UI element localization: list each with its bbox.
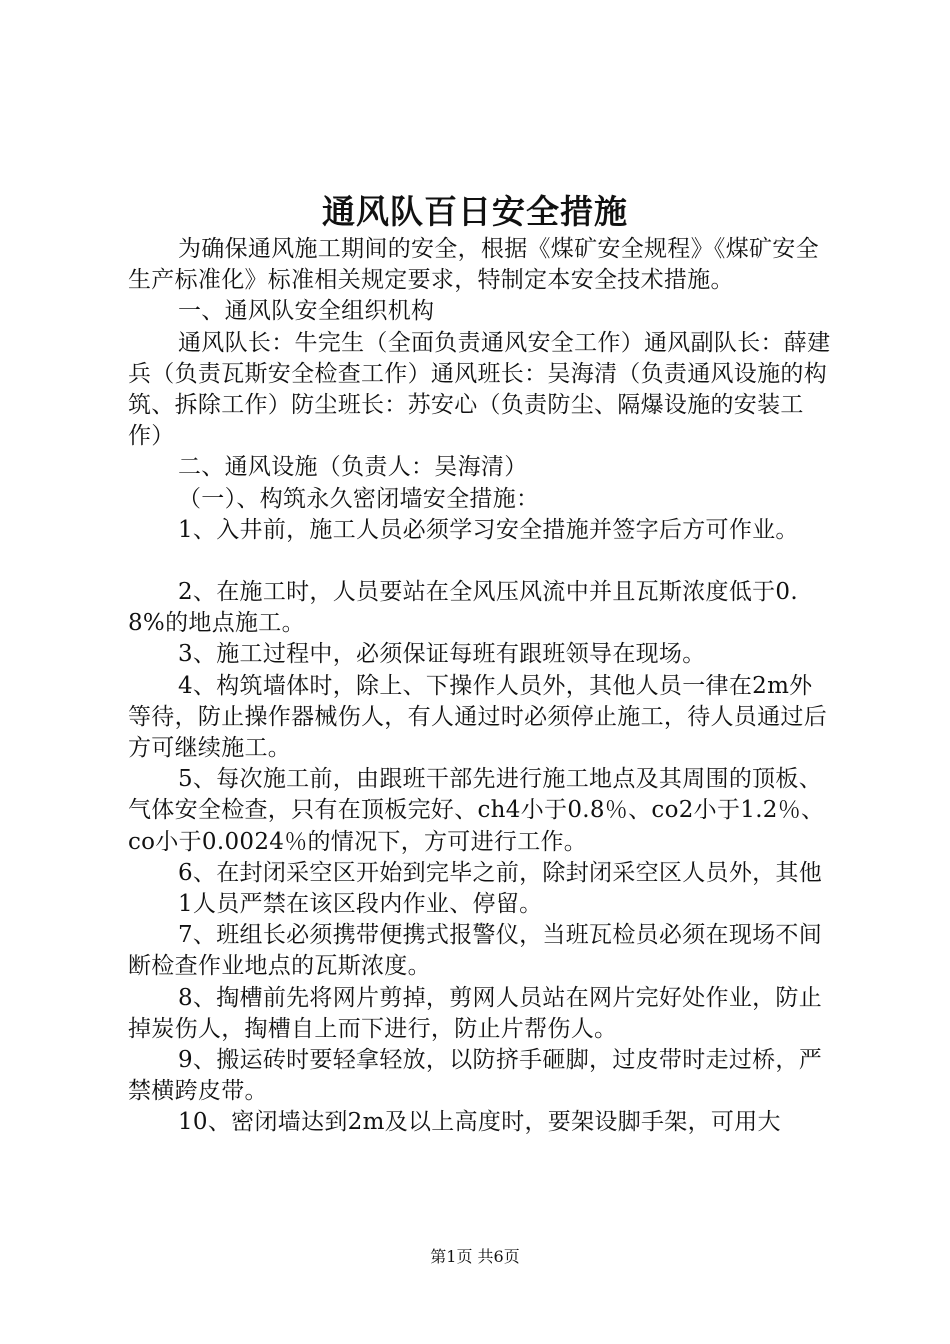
list-item-3: 3、施工过程中，必须保证每班有跟班领导在现场。 bbox=[178, 641, 706, 668]
list-item-1: 1、入井前，施工人员必须学习安全措施并签字后方可作业。 bbox=[178, 516, 799, 543]
heading-section-2: 二、通风设施（负责人：吴海清） bbox=[178, 454, 528, 481]
list-item-4: 4、构筑墙体时，除上、下操作人员外，其他人员一律在2m外等待，防止操作器械伤人，有人通过时必须停止施工，待人员通过后方可继续施工。 bbox=[128, 672, 827, 762]
list-item-7: 7、班组长必须携带便携式报警仪，当班瓦检员必须在现场不间断检查作业地点的瓦斯浓度。 bbox=[128, 922, 823, 980]
document-title: 通风队百日安全措施 bbox=[322, 192, 628, 231]
paragraph-organization: 通风队长：牛完生（全面负责通风安全工作）通风副队长：薛建兵（负责瓦斯安全检查工作）通风班长：吴海清（负责通风设施的构筑、拆除工作）防尘班长：苏安心（负责防尘、隔爆设施的安装工作） bbox=[128, 329, 831, 450]
list-item-10: 10、密闭墙达到2m及以上高度时，要架设脚手架，可用大 bbox=[178, 1109, 781, 1136]
list-item-8: 8、掏槽前先将网片剪掉，剪网人员站在网片完好处作业，防止掉炭伤人，掏槽自上而下进行，防止片帮伤人。 bbox=[128, 984, 823, 1042]
document-body bbox=[128, 234, 834, 1139]
list-item-6: 6、在封闭采空区开始到完毕之前，除封闭采空区人员外，其他 bbox=[178, 859, 823, 886]
blank-line bbox=[128, 546, 834, 577]
list-item-6-continued: 1人员严禁在该区段内作业、停留。 bbox=[178, 891, 543, 918]
list-item-5: 5、每次施工前，由跟班干部先进行施工地点及其周围的顶板、气体安全检查，只有在顶板完好、ch4小于0.8％、co2小于1.2％、co小于0.0024％的情况下，方可进行工作。 bbox=[128, 766, 825, 855]
heading-section-1: 一、通风队安全组织机构 bbox=[178, 298, 435, 325]
page-footer: 第1页 共6页 bbox=[430, 1247, 520, 1266]
list-item-9: 9、搬运砖时要轻拿轻放，以防挤手砸脚，过皮带时走过桥，严禁横跨皮带。 bbox=[128, 1047, 823, 1105]
paragraph-intro: 为确保通风施工期间的安全，根据《煤矿安全规程》《煤矿安全生产标准化》标准相关规定要求，特制定本安全技术措施。 bbox=[128, 236, 819, 294]
heading-subsection-1: （一）、构筑永久密闭墙安全措施： bbox=[178, 485, 540, 512]
list-item-2: 2、在施工时，人员要站在全风压风流中并且瓦斯浓度低于0.8%的地点施工。 bbox=[128, 579, 798, 637]
